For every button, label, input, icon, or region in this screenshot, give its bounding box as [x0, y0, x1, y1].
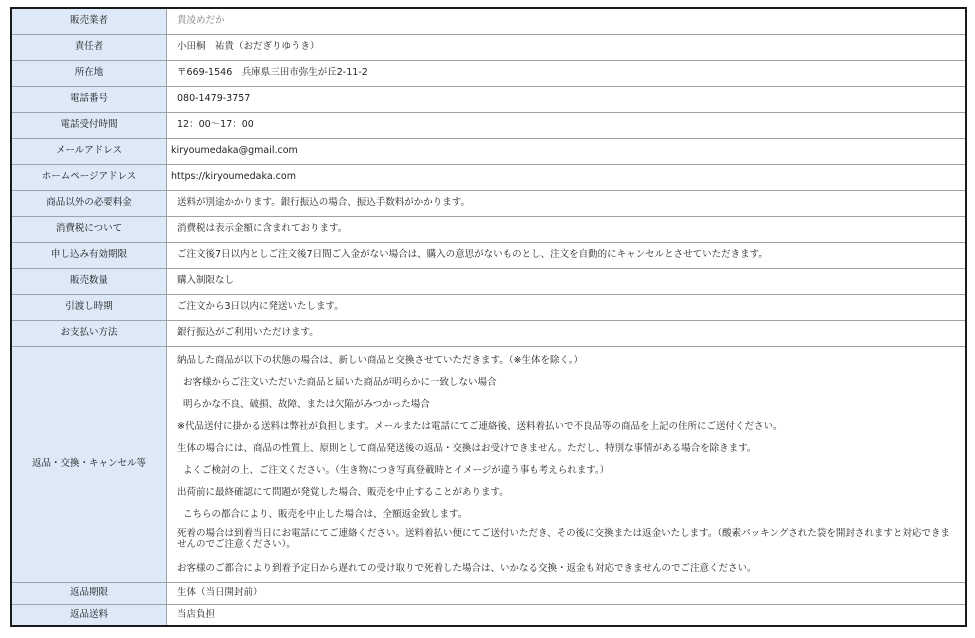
table-row — [11, 112, 966, 138]
table-row — [11, 138, 966, 164]
row-value: 送料が別途かかります。銀行振込の場合、振込手数料がかかります。 — [167, 190, 967, 216]
returns-row — [11, 346, 966, 582]
row-label: 返品送料 — [11, 604, 167, 626]
table-row — [11, 582, 966, 604]
row-value: 12：00〜17：00 — [167, 112, 967, 138]
row-value: 生体（当日開封前） — [167, 582, 967, 604]
row-label: メールアドレス — [11, 138, 167, 164]
table-row — [11, 164, 966, 190]
returns-line: お客様からご注文いただいた商品と届いた商品が明らかに一致しない場合 — [183, 376, 497, 388]
returns-line: よくご検討の上、ご注文ください。（生き物につき写真登載時とイメージが違う事も考えられます。） — [183, 464, 610, 476]
email-value: kiryoumedaka@gmail.com — [167, 138, 967, 164]
row-value: 貴凌めだか — [167, 8, 967, 34]
row-label: 販売数量 — [11, 268, 167, 294]
returns-policy — [167, 346, 967, 582]
table-row — [11, 60, 966, 86]
table-row — [11, 294, 966, 320]
legal-notice-table — [10, 7, 967, 627]
table-row — [11, 320, 966, 346]
row-label: ホームページアドレス — [11, 164, 167, 190]
row-value: 〒669-1546 兵庫県三田市弥生が丘2-11-2 — [167, 60, 967, 86]
returns-line: 死着の場合は到着当日にお電話にてご連絡ください。送料着払い便にてご送付いただき、その後に交換または返金いたします。（酸素パッキングされた袋を開封されますと対応できませんのでご注意ください）。 — [177, 527, 950, 551]
returns-line: 納品した商品が以下の状態の場合は、新しい商品と交換させていただきます。（※生体を除く。） — [177, 354, 584, 366]
table-row — [11, 216, 966, 242]
row-label: 申し込み有効期限 — [11, 242, 167, 268]
returns-line: お客様のご都合により到着予定日から遅れての受け取りで死着した場合は、いかなる交換・返金も対応できませんのでご注意ください。 — [177, 562, 757, 574]
row-value: 小田桐 祐貴（おだぎりゆうき） — [167, 34, 967, 60]
row-value: 消費税は表示金額に含まれております。 — [167, 216, 967, 242]
table-row — [11, 34, 966, 60]
table-row — [11, 8, 966, 34]
row-value: ご注文から3日以内に発送いたします。 — [167, 294, 967, 320]
returns-line: こちらの都合により、販売を中止した場合は、全額返金致します。 — [183, 508, 468, 520]
row-label: 電話番号 — [11, 86, 167, 112]
row-value: 当店負担 — [167, 604, 967, 626]
row-label: 商品以外の必要料金 — [11, 190, 167, 216]
table-row — [11, 190, 966, 216]
homepage-url-value: https://kiryoumedaka.com — [167, 164, 967, 190]
returns-line: 出荷前に最終確認にて問題が発覚した場合、販売を中止することがあります。 — [177, 486, 509, 498]
row-label: 販売業者 — [11, 8, 167, 34]
row-value: ご注文後7日以内としご注文後7日間ご入金がない場合は、購入の意思がないものとし、注文を自動的にキャンセルとさせていただきます。 — [167, 242, 967, 268]
row-label: 責任者 — [11, 34, 167, 60]
row-value: 080-1479-3757 — [167, 86, 967, 112]
row-label: 所在地 — [11, 60, 167, 86]
table-row — [11, 86, 966, 112]
row-value: 購入制限なし — [167, 268, 967, 294]
row-label: 返品・交換・キャンセル等 — [11, 346, 167, 582]
returns-line: 明らかな不良、破損、故障、または欠陥がみつかった場合 — [183, 398, 430, 410]
row-label: お支払い方法 — [11, 320, 167, 346]
table-row — [11, 604, 966, 626]
row-label: 消費税について — [11, 216, 167, 242]
table-row — [11, 268, 966, 294]
table-row — [11, 242, 966, 268]
row-label: 引渡し時期 — [11, 294, 167, 320]
returns-line: ※代品送付に掛かる送料は弊社が負担します。メールまたは電話にてご連絡後、送料着払いで不良品等の商品を上記の住所にご送付ください。 — [177, 420, 783, 432]
row-label: 返品期限 — [11, 582, 167, 604]
row-label: 電話受付時間 — [11, 112, 167, 138]
row-value: 銀行振込がご利用いただけます。 — [167, 320, 967, 346]
returns-line: 生体の場合には、商品の性質上、原則として商品発送後の返品・交換はお受けできません。ただし、特別な事情がある場合を除きます。 — [177, 442, 757, 454]
